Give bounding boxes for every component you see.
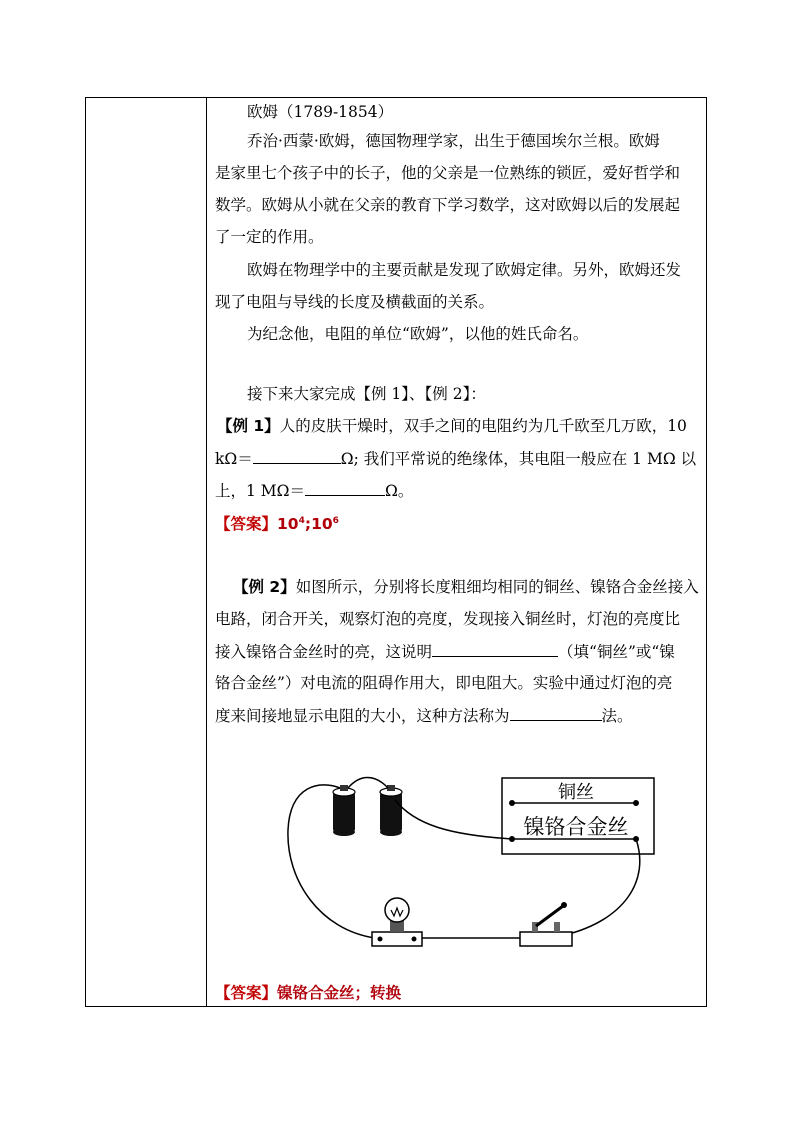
example2-line1 — [233, 576, 699, 598]
lamp — [372, 898, 422, 946]
example1-line1 — [217, 415, 687, 437]
example1-text2b: Ω; 我们平常说的绝缘体，其电阻一般应在 1 MΩ 以 — [340, 450, 697, 468]
answer1-base1: 10 — [277, 515, 299, 533]
bio-p2-line1: 欧姆在物理学中的主要贡献是发现了欧姆定律。另外，欧姆还发 — [247, 261, 682, 279]
example2-text3b: （填“铜丝”或“镍 — [558, 643, 675, 661]
example2-text5a: 度来间接地显示电阻的大小，这种方法称为 — [215, 707, 510, 725]
example2-answer — [215, 982, 401, 1004]
example1-line3 — [215, 479, 413, 502]
answer1-exp1: 4 — [298, 516, 305, 526]
bio-p1-line4: 了一定的作用。 — [215, 228, 324, 246]
example1-text1: 人的皮肤干燥时，双手之间的电阻约为几千欧至几万欧，10 — [279, 417, 687, 435]
nichrome-label: 镍铬合金丝 — [523, 815, 629, 839]
wire — [288, 785, 375, 938]
example1-blank1[interactable] — [253, 447, 341, 464]
left-column-cell — [86, 98, 207, 1006]
answer-tag: 【答案】 — [215, 515, 278, 533]
example2-text5b: 法。 — [601, 707, 633, 725]
example2-blank1[interactable] — [432, 640, 558, 657]
bio-p1-line2: 是家里七个孩子中的长子，他的父亲是一位熟练的锁匠，爱好哲学和 — [215, 164, 681, 182]
example1-tag: 【例 1】 — [217, 417, 280, 435]
example2-blank2[interactable] — [510, 704, 602, 721]
bio-p3: 为纪念他，电阻的单位“欧姆”，以他的姓氏命名。 — [247, 325, 589, 343]
intro-line: 接下来大家完成【例 1】、【例 2】： — [247, 385, 486, 403]
bio-p1-line3: 数学。欧姆从小就在父亲的教育下学习数学，这对欧姆以后的发展起 — [215, 196, 681, 214]
example1-text2a: kΩ＝ — [215, 450, 253, 468]
terminal-dot — [509, 800, 515, 806]
example2-line4: 铬合金丝”）对电流的阻碍作用大，即电阻大。实验中通过灯泡的亮 — [215, 674, 673, 692]
example2-line2: 电路，闭合开关，观察灯泡的亮度，发现接入铜丝时，灯泡的亮度比 — [215, 610, 681, 628]
battery-left — [333, 785, 355, 836]
example1-answer — [215, 510, 339, 535]
wire — [395, 800, 512, 839]
answer-value: 镍铬合金丝；转换 — [277, 984, 402, 1002]
switch — [520, 902, 572, 946]
example1-line2 — [215, 447, 696, 470]
answer1-base2: 10 — [311, 515, 333, 533]
example2-tag: 【例 2】 — [233, 578, 296, 596]
answer1-exp2: 6 — [332, 516, 339, 526]
example2-line3 — [215, 640, 675, 663]
bio-title: 欧姆（1789-1854） — [247, 103, 394, 121]
copper-label: 铜丝 — [558, 782, 594, 803]
answer-tag: 【答案】 — [215, 984, 278, 1002]
bio-p1-line1: 乔治·西蒙·欧姆，德国物理学家，出生于德国埃尔兰根。欧姆 — [247, 132, 660, 150]
terminal-dot — [633, 800, 639, 806]
example2-text3a: 接入镍铬合金丝时的亮，这说明 — [215, 643, 433, 661]
example2-text1: 如图所示，分别将长度粗细均相同的铜丝、镍铬合金丝接入 — [295, 578, 699, 596]
answer1-sep: ; — [304, 515, 312, 533]
example1-text3b: Ω。 — [385, 482, 414, 500]
example1-blank2[interactable] — [305, 479, 385, 496]
bio-p2-line2: 现了电阻与导线的长度及横截面的关系。 — [215, 293, 495, 311]
circuit-diagram — [280, 770, 660, 965]
battery-right — [380, 785, 402, 836]
example2-line5 — [215, 704, 633, 727]
example1-text3a: 上，1 MΩ＝ — [215, 482, 306, 500]
